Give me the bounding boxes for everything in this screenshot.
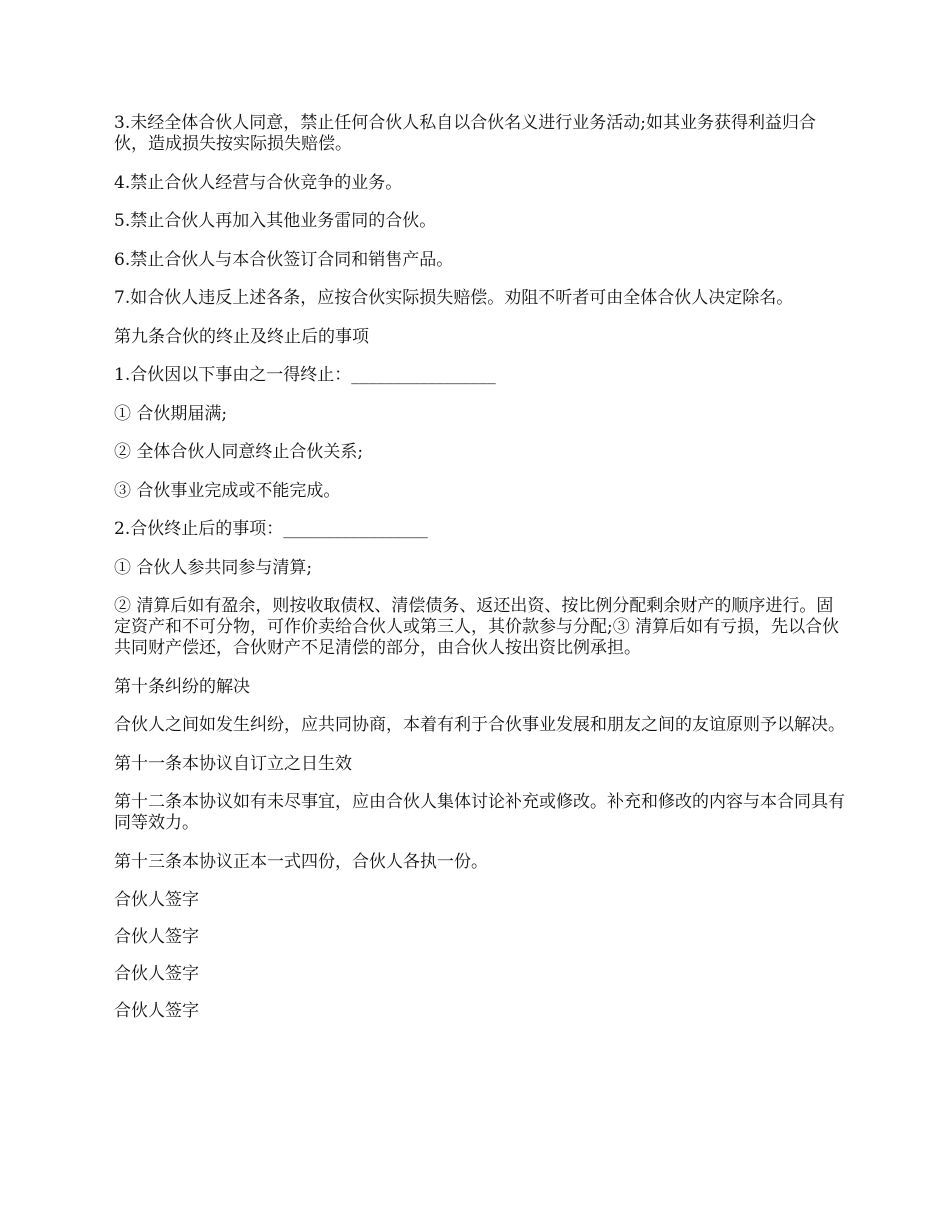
article-13-paragraph: 第十三条本协议正本一式四份，合伙人各执一份。 [114,851,488,872]
partner-signature-1: 合伙人签字 [114,890,199,910]
partner-signature-2: 合伙人签字 [114,927,199,947]
article-10-heading: 第十条纠纷的解决 [114,676,250,697]
partner-signature-3: 合伙人签字 [114,964,199,984]
post-termination-item-2: ② 清算后如有盈余，则按收取债权、清偿债务、返还出资、按比例分配剩余财产的顺序进行。固定资产和不可分物，可作价卖给合伙人或第三人，其价款参与分配;③ 清算后如有亏损，先以合伙共同财产偿还，合伙财产不足清偿的部分，由合伙人按出资比例承担。 [114,596,840,658]
partner-signature-4: 合伙人签字 [114,1001,199,1021]
article-11-paragraph: 第十一条本协议自订立之日生效 [114,753,352,774]
article-9-heading: 第九条合伙的终止及终止后的事项 [114,326,369,347]
termination-reasons-line: 1.合伙因以下事由之一得终止：_________________ [114,365,496,385]
post-termination-line: 2.合伙终止后的事项：_________________ [114,519,428,539]
clause-5-paragraph: 5.禁止合伙人再加入其他业务雷同的合伙。 [114,211,437,231]
clause-3-paragraph: 3.未经全体合伙人同意，禁止任何合伙人私自以合伙名义进行业务活动;如其业务获得利益归合伙，造成损失按实际损失赔偿。 [114,113,816,154]
post-termination-item-1: ① 合伙人参共同参与清算; [114,557,313,578]
document-body [114,113,846,1038]
article-12-paragraph: 第十二条本协议如有未尽事宜，应由合伙人集体讨论补充或修改。补充和修改的内容与本合同具有同等效力。 [114,792,845,833]
termination-reason-1: ① 合伙期届满; [114,403,228,424]
dispute-resolution-paragraph: 合伙人之间如发生纠纷，应共同协商，本着有利于合伙事业发展和朋友之间的友谊原则予以解决。 [114,715,845,735]
termination-reason-2: ② 全体合伙人同意终止合伙关系; [114,442,364,462]
clause-6-paragraph: 6.禁止合伙人与本合伙签订合同和销售产品。 [114,249,454,270]
termination-reason-3: ③ 合伙事业完成或不能完成。 [114,480,341,501]
clause-4-paragraph: 4.禁止合伙人经营与合伙竞争的业务。 [114,172,403,193]
clause-7-paragraph: 7.如合伙人违反上述各条，应按合伙实际损失赔偿。劝阻不听者可由全体合伙人决定除名。 [114,288,794,308]
